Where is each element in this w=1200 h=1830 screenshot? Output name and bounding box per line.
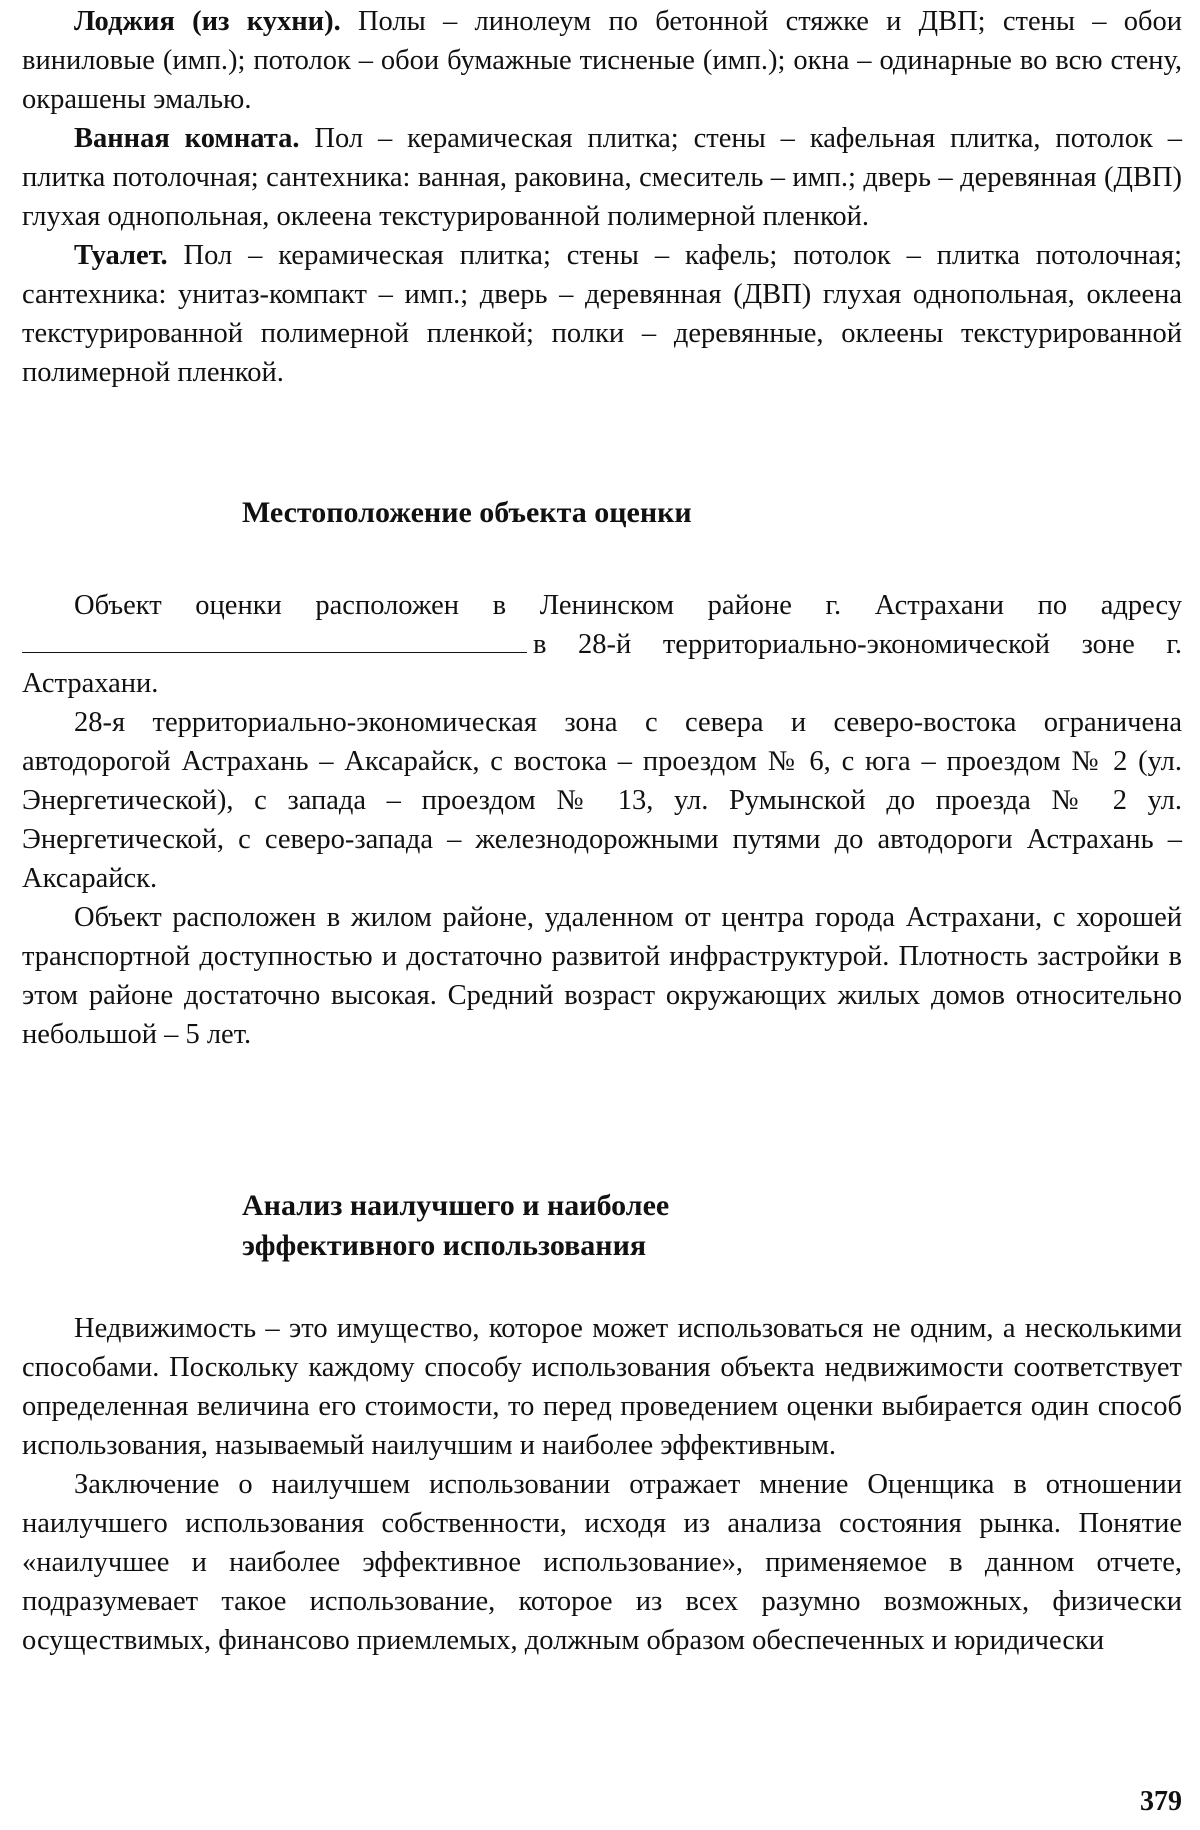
location-section [22, 586, 1182, 1054]
loggia-lead: Лоджия (из кухни). [74, 6, 341, 37]
best-use-paragraph-1: Недвижимость – это имущество, которое может использоваться не одним, а несколькими способами. Поскольку каждому способу использования объекта недвижимости соответствует определенная величина его стоимости, то перед проведением оценки выбирается один способ использования, называемый наилучшим и наиболее эффективным. [22, 1313, 1182, 1461]
bathroom-paragraph [22, 119, 1182, 236]
page-number: 379 [1140, 1786, 1182, 1817]
toilet-paragraph [22, 236, 1182, 392]
best-use-heading [242, 1186, 1142, 1266]
location-text-before: Объект оценки расположен в Ленинском районе г. Астрахани по адресу [74, 590, 1182, 621]
bathroom-text: Пол – керамическая плитка; стены – кафельная плитка, потолок – плитка потолочная; сантехника: ванная, раковина, смеситель – имп.; дверь – деревянная (ДВП) глухая однопольная, оклеена текстурированной полимерной пленкой. [22, 123, 1182, 232]
best-use-heading-line-2: эффективного использования [242, 1229, 647, 1262]
location-text-after: в 28-й территориально-экономической зоне г. Астрахани. [22, 629, 1182, 699]
best-use-section [22, 1309, 1182, 1660]
address-blank-line [22, 626, 527, 653]
location-paragraph-2: 28-я территориально-экономическая зона с севера и северо-востока ограничена автодорогой Астрахань – Аксарайск, с востока – проездом № 6, с юга – проездом № 2 (ул. Энергетической), с запада – проездом № 13, ул. Румынской до проезда № 2 ул. Энергетической, с северо-запада – железнодорожными путями до автодороги Астрахань – Аксарайск. [22, 707, 1182, 894]
loggia-text: Полы – линолеум по бетонной стяжке и ДВП; стены – обои виниловые (имп.); потолок – обои бумажные тисненые (имп.); окна – одинарные во всю стену, окрашены эмалью. [22, 6, 1182, 115]
toilet-text: Пол – керамическая плитка; стены – кафель; потолок – плитка потолочная; сантехника: унитаз-компакт – имп.; дверь – деревянная (ДВП) глухая однопольная, оклеена текстурированной полимерной пленкой; полки – деревянные, оклеены текстурированной полимерной пленкой. [22, 240, 1182, 388]
bathroom-lead: Ванная комната. [74, 123, 300, 154]
rooms-description-section [22, 2, 1182, 392]
location-heading: Местоположение объекта оценки [242, 496, 692, 529]
location-paragraph-3: Объект расположен в жилом районе, удаленном от центра города Астрахани, с хорошей транспортной доступностью и достаточно развитой инфраструктурой. Плотность застройки в этом районе достаточно высокая. Средний возраст окружающих жилых домов относительно небольшой – 5 лет. [22, 902, 1182, 1050]
location-paragraph-1 [22, 586, 1182, 703]
best-use-heading-line-1: Анализ наилучшего и наиболее [242, 1189, 670, 1222]
best-use-paragraph-2: Заключение о наилучшем использовании отражает мнение Оценщика в отношении наилучшего использования собственности, исходя из анализа состояния рынка. Понятие «наилучшее и наиболее эффективное использование», применяемое в данном отчете, подразумевает такое использование, которое из всех разумно возможных, физически осуществимых, финансово приемлемых, должным образом обеспеченных и юридически [22, 1469, 1182, 1656]
loggia-paragraph [22, 2, 1182, 119]
toilet-lead: Туалет. [74, 240, 168, 271]
